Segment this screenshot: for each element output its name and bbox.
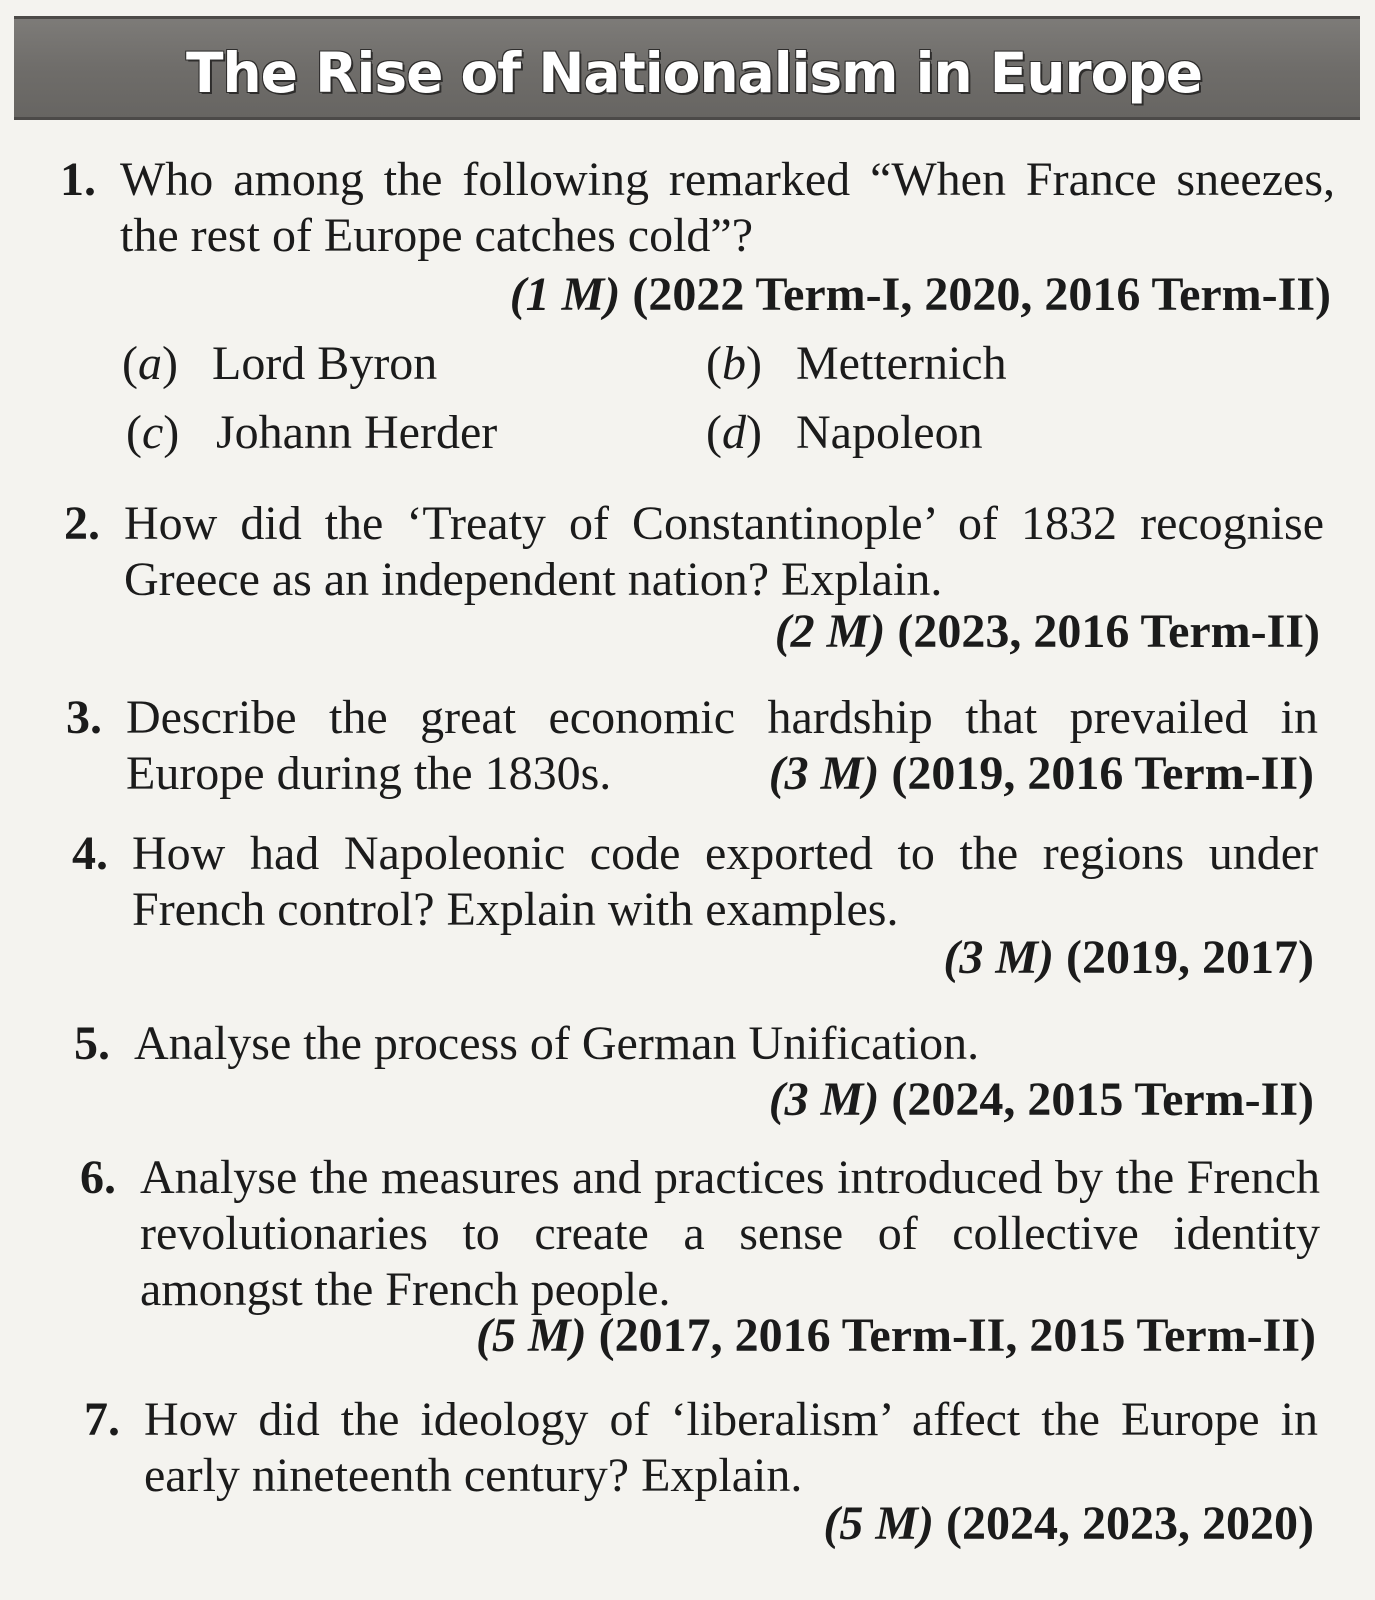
question-number: 4. <box>72 827 108 880</box>
option-text: Johann Herder <box>216 406 498 459</box>
option-label: (d) <box>706 406 762 459</box>
marks-line <box>769 746 1314 802</box>
question-4 <box>72 826 1318 996</box>
marks-value: (5 M) <box>476 1309 587 1362</box>
question-number: 6. <box>80 1151 116 1204</box>
page-title: The Rise of Nationalism in Europe <box>186 41 1203 105</box>
question-text: Analyse the measures and practices introduced by the French revolutionaries to create a sense of collective identity amongst the French people. <box>140 1151 1320 1316</box>
question-text: How did the ‘Treaty of Constantinople’ of 1832 recognise Greece as an independent nation? Explain. <box>124 497 1324 606</box>
question-number: 7. <box>84 1393 120 1446</box>
exam-years: (2024, 2023, 2020) <box>946 1497 1314 1550</box>
marks-line <box>510 267 1331 323</box>
question-1 <box>60 152 1335 322</box>
marks-line <box>775 604 1320 660</box>
question-text: How did the ideology of ‘liberalism’ affect the Europe in early nineteenth century? Explain. <box>144 1393 1318 1502</box>
question-text: Analyse the process of German Unification. <box>134 1017 980 1070</box>
exam-years: (2019, 2016 Term-II) <box>891 747 1314 800</box>
option-text: Napoleon <box>796 406 983 459</box>
marks-value: (3 M) <box>768 1073 880 1126</box>
marks-value: (1 M) <box>509 268 621 321</box>
marks-value: (5 M) <box>823 1497 935 1550</box>
question-3 <box>66 690 1318 805</box>
marks-value: (3 M) <box>943 931 1055 984</box>
question-text: Who among the following remarked “When France sneezes, the rest of Europe catches cold”? <box>120 153 1335 262</box>
marks-line <box>769 1072 1314 1128</box>
exam-years: (2022 Term-I, 2020, 2016 Term-II) <box>632 268 1331 321</box>
question-7 <box>84 1392 1318 1572</box>
marks-value: (2 M) <box>774 605 886 658</box>
exam-years: (2024, 2015 Term-II) <box>891 1073 1314 1126</box>
option-label: (a) <box>122 337 178 390</box>
marks-line <box>943 930 1314 986</box>
option-text: Metternich <box>796 337 1007 390</box>
option-label: (c) <box>126 406 180 459</box>
question-2 <box>64 496 1324 666</box>
option-d <box>706 405 983 460</box>
marks-line <box>823 1496 1314 1552</box>
exam-years: (2017, 2016 Term-II, 2015 Term-II) <box>598 1309 1316 1362</box>
exam-years: (2023, 2016 Term-II) <box>897 605 1320 658</box>
title-banner <box>14 16 1360 120</box>
question-number: 1. <box>60 153 96 206</box>
question-6 <box>80 1150 1320 1380</box>
question-number: 5. <box>74 1017 110 1070</box>
question-text: How had Napoleonic code exported to the regions under French control? Explain with examples. <box>132 827 1318 936</box>
marks-line <box>476 1308 1316 1364</box>
exam-years: (2019, 2017) <box>1066 931 1314 984</box>
option-a <box>122 336 437 391</box>
option-label: (b) <box>706 337 762 390</box>
question-5 <box>74 1016 1318 1136</box>
option-b <box>706 336 1007 391</box>
question-number: 2. <box>64 497 100 550</box>
question-number: 3. <box>66 691 102 744</box>
option-c <box>126 405 497 460</box>
question-text: Describe the great economic hardship that prevailed in Europe during the 1830s. <box>126 691 1318 800</box>
option-text: Lord Byron <box>212 337 438 390</box>
marks-value: (3 M) <box>768 747 880 800</box>
